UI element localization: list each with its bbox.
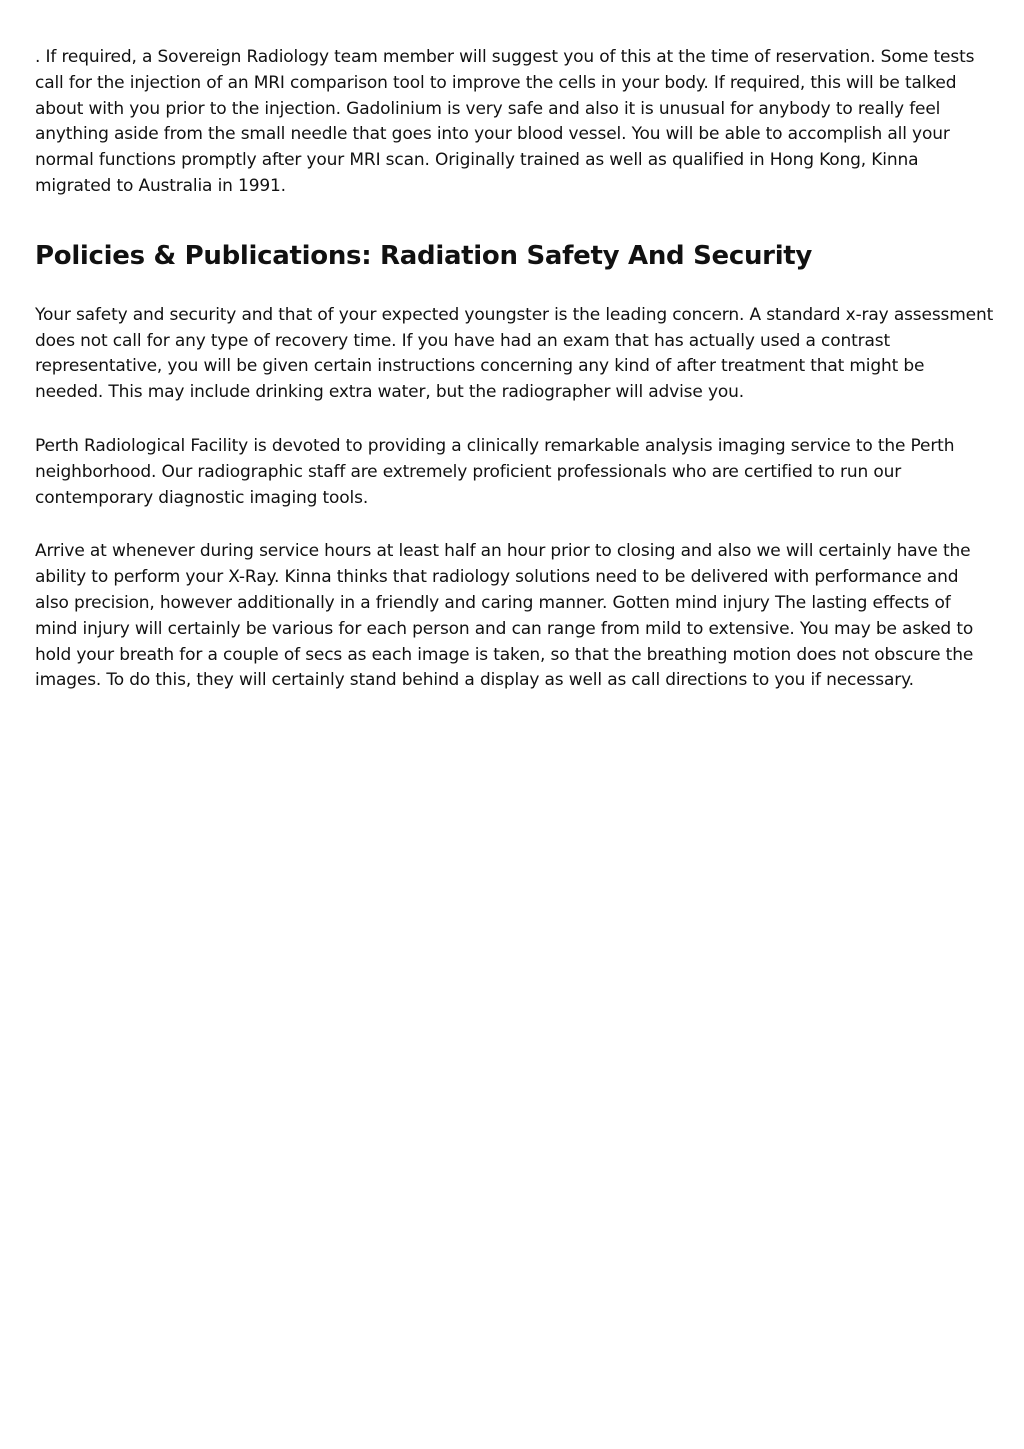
body-paragraph-3: Arrive at whenever during service hours at least half an hour prior to closing and also we will certainly have the ability to perform your X-Ray. Kinna thinks that radiology solutions need to be delivered with performance and also precision, however additionally in a friendly and caring manner. Gotten mind injury The lasting effects of mind injury will certainly be various for each person and can range from mild to extensive. You may be asked to hold your breath for a couple of secs as each image is taken, so that the breathing motion does not obscure the images. To do this, they will certainly stand behind a display as well as call directions to you if necessary. — [35, 541, 974, 691]
spacer — [35, 200, 995, 240]
spacer — [35, 272, 995, 303]
spacer — [35, 511, 995, 539]
spacer — [35, 406, 995, 434]
section-heading: Policies & Publications: Radiation Safety And Security — [35, 240, 813, 271]
body-paragraph-1: Your safety and security and that of your expected youngster is the leading concern. A standard x-ray assessment does not call for any type of recovery time. If you have had an exam that has actually used a contrast representative, you will be given certain instructions concerning any kind of after treatment that might be needed. This may include drinking extra water, but the radiographer will advise you. — [35, 304, 994, 403]
intro-paragraph: . If required, a Sovereign Radiology team member will suggest you of this at the time of reservation. Some tests call for the injection of an MRI comparison tool to improve the cells in your body. If required, this will be talked about with you prior to the injection. Gadolinium is very safe and also it is unusual for anybody to really feel anything aside from the small needle that goes into your blood vessel. You will be able to accomplish all your normal functions promptly after your MRI scan. Originally trained as well as qualified in Hong Kong, Kinna migrated to Australia in 1991. — [35, 47, 975, 196]
body-paragraph-2: Perth Radiological Facility is devoted to providing a clinically remarkable analysis imaging service to the Perth neighborhood. Our radiographic staff are extremely proficient professionals who are certified to run our contemporary diagnostic imaging tools. — [35, 435, 955, 508]
document-page — [35, 45, 995, 694]
